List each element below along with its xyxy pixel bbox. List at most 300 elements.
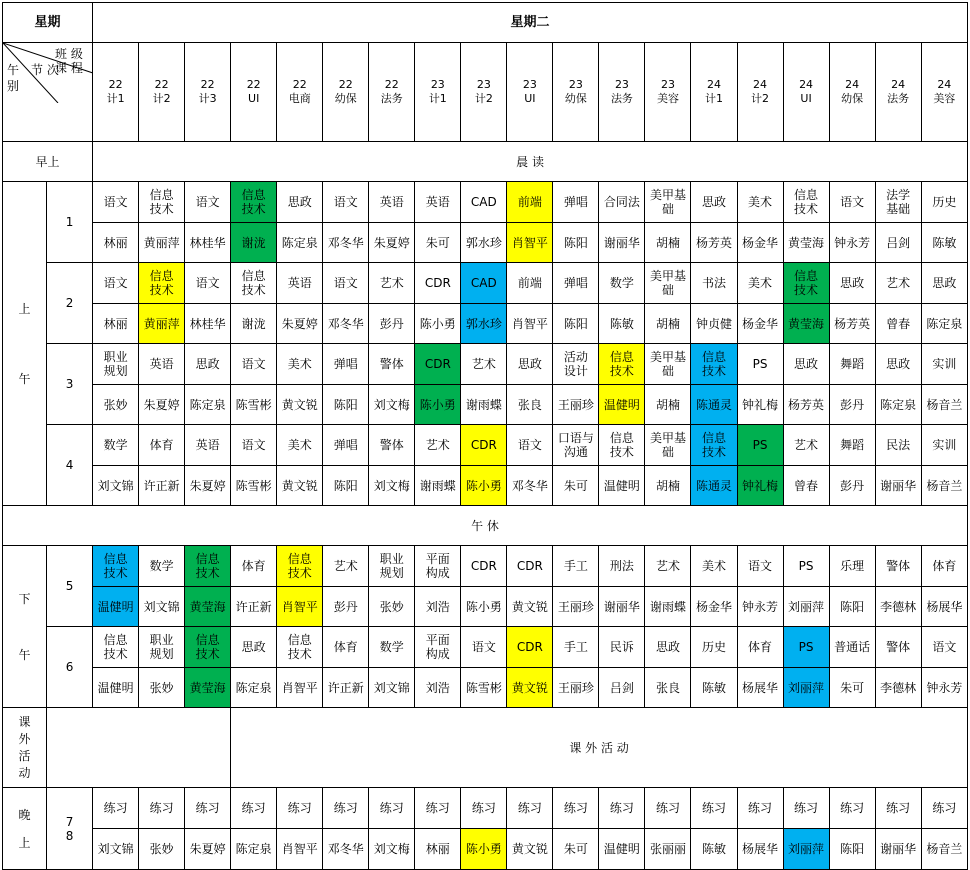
teacher-cell: 钟礼梅 [737, 466, 783, 506]
class-header-8: 23 计2 [461, 43, 507, 142]
course-cell: 前端 [507, 263, 553, 304]
teacher-cell: 谢丽华 [599, 587, 645, 627]
class-header-15: 24 UI [783, 43, 829, 142]
course-cell: 思政 [185, 344, 231, 385]
teacher-cell: 黄文锐 [277, 466, 323, 506]
course-cell: 英语 [415, 182, 461, 223]
teacher-cell: 杨音兰 [921, 466, 967, 506]
course-cell: 思政 [829, 263, 875, 304]
teacher-cell: 胡楠 [645, 304, 691, 344]
course-cell: 语文 [461, 627, 507, 668]
course-cell: 信息 技术 [93, 546, 139, 587]
class-header-3: 22 UI [231, 43, 277, 142]
course-cell: 练习 [93, 788, 139, 829]
teacher-cell: 邓冬华 [323, 829, 369, 870]
course-cell: 信息 技术 [139, 263, 185, 304]
course-cell: 思政 [691, 182, 737, 223]
course-cell: 警体 [369, 344, 415, 385]
course-cell: 英语 [185, 425, 231, 466]
class-header-18: 24 美容 [921, 43, 967, 142]
course-cell: 历史 [921, 182, 967, 223]
teacher-cell: 王丽珍 [553, 668, 599, 708]
class-header-0: 22 计1 [93, 43, 139, 142]
course-cell: 体育 [139, 425, 185, 466]
teacher-cell: 林丽 [93, 304, 139, 344]
course-cell: 舞蹈 [829, 425, 875, 466]
teacher-cell: 温健明 [93, 668, 139, 708]
course-cell: 美术 [737, 263, 783, 304]
teacher-cell: 杨展华 [737, 668, 783, 708]
teacher-cell: 许正新 [231, 587, 277, 627]
course-cell: 美术 [277, 344, 323, 385]
course-cell: 艺术 [415, 425, 461, 466]
teacher-cell: 郭水珍 [461, 223, 507, 263]
teacher-cell: 刘文锦 [369, 668, 415, 708]
teacher-cell: 郭水珍 [461, 304, 507, 344]
teacher-cell: 彭丹 [323, 587, 369, 627]
course-cell: CAD [461, 182, 507, 223]
class-header-9: 23 UI [507, 43, 553, 142]
afternoon-block [3, 546, 968, 708]
course-cell: 美术 [277, 425, 323, 466]
course-cell: 手工 [553, 627, 599, 668]
class-header-10: 23 幼保 [553, 43, 599, 142]
teacher-cell: 林桂华 [185, 304, 231, 344]
teacher-cell: 曾春 [875, 304, 921, 344]
teacher-cell: 杨金华 [691, 587, 737, 627]
course-cell: 体育 [231, 546, 277, 587]
teacher-cell: 陈通灵 [691, 466, 737, 506]
course-cell: 美甲基 础 [645, 344, 691, 385]
teacher-cell: 刘丽萍 [783, 829, 829, 870]
teacher-cell: 陈阳 [829, 587, 875, 627]
teacher-cell: 陈雪彬 [231, 466, 277, 506]
teacher-cell: 陈阳 [553, 304, 599, 344]
teacher-cell: 温健明 [599, 466, 645, 506]
course-cell: 信息 技术 [277, 546, 323, 587]
teacher-cell: 陈雪彬 [461, 668, 507, 708]
course-cell: 语文 [829, 182, 875, 223]
teacher-cell: 彭丹 [829, 385, 875, 425]
course-cell: 练习 [737, 788, 783, 829]
teacher-cell: 陈阳 [323, 466, 369, 506]
course-cell: 语文 [507, 425, 553, 466]
teacher-cell: 杨展华 [921, 587, 967, 627]
teacher-cell: 林桂华 [185, 223, 231, 263]
teacher-cell: 陈阳 [323, 385, 369, 425]
course-cell: 艺术 [323, 546, 369, 587]
activity-blank [47, 708, 231, 788]
teacher-cell: 陈定泉 [231, 829, 277, 870]
class-header-14: 24 计2 [737, 43, 783, 142]
evening-label: 晚 上 [3, 788, 47, 870]
course-cell: 思政 [783, 344, 829, 385]
course-cell: 思政 [645, 627, 691, 668]
activity-text: 课 外 活 动 [231, 708, 968, 788]
teacher-cell: 黄文锐 [277, 385, 323, 425]
teacher-cell: 刘丽萍 [783, 668, 829, 708]
morning-reading-label: 早上 [3, 142, 93, 182]
course-cell: 信息 技术 [783, 263, 829, 304]
teacher-cell: 刘文梅 [369, 466, 415, 506]
weekday-value: 星期二 [93, 3, 968, 43]
course-cell: 思政 [921, 263, 967, 304]
course-cell: 美术 [691, 546, 737, 587]
course-cell: 警体 [875, 546, 921, 587]
course-cell: 书法 [691, 263, 737, 304]
teacher-cell: 刘文锦 [93, 466, 139, 506]
course-cell: PS [783, 546, 829, 587]
teacher-cell: 谢泷 [231, 304, 277, 344]
teacher-cell: 吕剑 [875, 223, 921, 263]
teacher-cell: 朱夏婷 [185, 829, 231, 870]
course-cell: 信息 技术 [231, 182, 277, 223]
course-cell: CDR [415, 344, 461, 385]
teacher-cell: 钟礼梅 [737, 385, 783, 425]
course-cell: 练习 [691, 788, 737, 829]
course-cell: 语文 [323, 182, 369, 223]
teacher-cell: 刘文梅 [369, 385, 415, 425]
course-cell: 信息 技术 [691, 425, 737, 466]
teacher-cell: 许正新 [139, 466, 185, 506]
course-cell: 语文 [921, 627, 967, 668]
teacher-cell: 胡楠 [645, 385, 691, 425]
teacher-cell: 李德林 [875, 668, 921, 708]
teacher-cell: 林丽 [93, 223, 139, 263]
teacher-cell: 陈阳 [829, 829, 875, 870]
course-cell: 语文 [737, 546, 783, 587]
course-cell: 职业 规划 [93, 344, 139, 385]
course-cell: 民法 [875, 425, 921, 466]
activity-label: 课 外 活 动 [3, 708, 47, 788]
course-cell: 信息 技术 [231, 263, 277, 304]
course-cell: 语文 [231, 344, 277, 385]
period-number: 4 [47, 425, 93, 506]
class-header-11: 23 法务 [599, 43, 645, 142]
teacher-cell: 陈小勇 [415, 385, 461, 425]
period-number: 5 [47, 546, 93, 627]
course-cell: 法学 基础 [875, 182, 921, 223]
teacher-cell: 杨芳英 [783, 385, 829, 425]
course-cell: 体育 [737, 627, 783, 668]
course-cell: 练习 [829, 788, 875, 829]
teacher-cell: 陈定泉 [277, 223, 323, 263]
teacher-cell: 杨芳英 [691, 223, 737, 263]
teacher-cell: 张良 [507, 385, 553, 425]
course-cell: 数学 [139, 546, 185, 587]
teacher-cell: 林丽 [415, 829, 461, 870]
teacher-cell: 黄丽萍 [139, 223, 185, 263]
teacher-cell: 朱可 [829, 668, 875, 708]
class-header-2: 22 计3 [185, 43, 231, 142]
teacher-cell: 张良 [645, 668, 691, 708]
course-cell: 练习 [415, 788, 461, 829]
class-header-12: 23 美容 [645, 43, 691, 142]
teacher-cell: 朱夏婷 [185, 466, 231, 506]
corner-course-word: 课 程 [55, 61, 83, 75]
teacher-cell: 彭丹 [369, 304, 415, 344]
course-cell: 信息 技术 [599, 425, 645, 466]
teacher-cell: 肖智平 [277, 668, 323, 708]
course-cell: 活动 设计 [553, 344, 599, 385]
teacher-cell: 钟永芳 [737, 587, 783, 627]
course-cell: 美甲基 础 [645, 263, 691, 304]
weekday-label: 星期 [3, 3, 93, 43]
teacher-cell: 吕剑 [599, 668, 645, 708]
teacher-cell: 杨芳英 [829, 304, 875, 344]
teacher-cell: 张丽丽 [645, 829, 691, 870]
teacher-cell: 陈定泉 [185, 385, 231, 425]
corner-period-word: 节 次 [31, 63, 59, 77]
teacher-cell: 许正新 [323, 668, 369, 708]
course-cell: 练习 [323, 788, 369, 829]
teacher-cell: 钟贞健 [691, 304, 737, 344]
teacher-cell: 陈敏 [921, 223, 967, 263]
corner-class-word: 班 级 [55, 47, 83, 61]
course-cell: 信息 技术 [185, 546, 231, 587]
teacher-cell: 谢泷 [231, 223, 277, 263]
course-cell: 练习 [185, 788, 231, 829]
course-cell: 刑法 [599, 546, 645, 587]
teacher-cell: 朱夏婷 [277, 304, 323, 344]
course-cell: 美术 [737, 182, 783, 223]
course-cell: 数学 [599, 263, 645, 304]
course-cell: 英语 [139, 344, 185, 385]
course-cell: 艺术 [369, 263, 415, 304]
teacher-cell: 陈敏 [599, 304, 645, 344]
course-cell: 乐理 [829, 546, 875, 587]
course-cell: 体育 [921, 546, 967, 587]
teacher-cell: 黄莹海 [185, 668, 231, 708]
course-cell: 信息 技术 [185, 627, 231, 668]
course-cell: 语文 [185, 263, 231, 304]
course-cell: 思政 [231, 627, 277, 668]
teacher-cell: 黄文锐 [507, 668, 553, 708]
teacher-cell: 李德林 [875, 587, 921, 627]
teacher-cell: 陈敏 [691, 829, 737, 870]
teacher-cell: 刘文锦 [139, 587, 185, 627]
teacher-cell: 肖智平 [507, 304, 553, 344]
course-cell: 练习 [507, 788, 553, 829]
course-cell: 信息 技术 [599, 344, 645, 385]
teacher-cell: 曾春 [783, 466, 829, 506]
course-cell: 体育 [323, 627, 369, 668]
course-cell: 数学 [93, 425, 139, 466]
course-cell: 普通话 [829, 627, 875, 668]
course-cell: 艺术 [875, 263, 921, 304]
teacher-cell: 张妙 [139, 829, 185, 870]
course-cell: 练习 [645, 788, 691, 829]
teacher-cell: 彭丹 [829, 466, 875, 506]
course-cell: 思政 [875, 344, 921, 385]
course-cell: 民诉 [599, 627, 645, 668]
course-cell: 练习 [553, 788, 599, 829]
teacher-cell: 邓冬华 [323, 304, 369, 344]
course-cell: 语文 [185, 182, 231, 223]
course-cell: 语文 [93, 263, 139, 304]
teacher-cell: 钟永芳 [829, 223, 875, 263]
teacher-cell: 刘浩 [415, 668, 461, 708]
teacher-cell: 陈小勇 [461, 466, 507, 506]
teacher-cell: 黄莹海 [783, 304, 829, 344]
teacher-cell: 杨音兰 [921, 829, 967, 870]
teacher-cell: 黄文锐 [507, 587, 553, 627]
teacher-cell: 杨音兰 [921, 385, 967, 425]
noon-break-text: 午 休 [3, 506, 968, 546]
course-cell: 平面 构成 [415, 546, 461, 587]
teacher-cell: 黄丽萍 [139, 304, 185, 344]
teacher-cell: 刘文梅 [369, 829, 415, 870]
teacher-cell: 黄莹海 [185, 587, 231, 627]
teacher-cell: 温健明 [93, 587, 139, 627]
course-cell: 信息 技术 [93, 627, 139, 668]
course-cell: 警体 [369, 425, 415, 466]
teacher-cell: 陈阳 [553, 223, 599, 263]
course-cell: 练习 [783, 788, 829, 829]
teacher-cell: 杨金华 [737, 304, 783, 344]
teacher-cell: 谢丽华 [875, 466, 921, 506]
teacher-cell: 黄莹海 [783, 223, 829, 263]
teacher-cell: 朱夏婷 [139, 385, 185, 425]
course-cell: 平面 构成 [415, 627, 461, 668]
class-header-13: 24 计1 [691, 43, 737, 142]
forenoon-block [3, 182, 968, 506]
teacher-cell: 张妙 [139, 668, 185, 708]
teacher-cell: 杨展华 [737, 829, 783, 870]
corner-noon-word: 午 [7, 63, 20, 77]
class-header-17: 24 法务 [875, 43, 921, 142]
course-cell: 思政 [277, 182, 323, 223]
teacher-cell: 朱可 [415, 223, 461, 263]
teacher-cell: 刘丽萍 [783, 587, 829, 627]
teacher-cell: 陈定泉 [921, 304, 967, 344]
course-cell: CDR [507, 627, 553, 668]
course-cell: 口语与 沟通 [553, 425, 599, 466]
course-cell: 艺术 [783, 425, 829, 466]
class-header-5: 22 幼保 [323, 43, 369, 142]
teacher-cell: 陈小勇 [461, 587, 507, 627]
teacher-cell: 邓冬华 [323, 223, 369, 263]
timetable [2, 2, 968, 870]
course-cell: 弹唱 [323, 344, 369, 385]
course-cell: 合同法 [599, 182, 645, 223]
teacher-cell: 谢雨蝶 [461, 385, 507, 425]
teacher-cell: 王丽珍 [553, 587, 599, 627]
teacher-cell: 谢雨蝶 [415, 466, 461, 506]
teacher-cell: 陈雪彬 [231, 385, 277, 425]
course-cell: 英语 [277, 263, 323, 304]
period-number: 2 [47, 263, 93, 344]
course-cell: CDR [507, 546, 553, 587]
evening-block [3, 788, 968, 870]
period-number: 6 [47, 627, 93, 708]
course-cell: CDR [415, 263, 461, 304]
teacher-cell: 胡楠 [645, 466, 691, 506]
teacher-cell: 杨金华 [737, 223, 783, 263]
teacher-cell: 朱可 [553, 466, 599, 506]
teacher-cell: 陈定泉 [875, 385, 921, 425]
course-cell: 英语 [369, 182, 415, 223]
course-cell: 艺术 [645, 546, 691, 587]
teacher-cell: 刘文锦 [93, 829, 139, 870]
course-cell: 弹唱 [553, 182, 599, 223]
class-header-16: 24 幼保 [829, 43, 875, 142]
teacher-cell: 刘浩 [415, 587, 461, 627]
class-header-1: 22 计2 [139, 43, 185, 142]
teacher-cell: 肖智平 [277, 587, 323, 627]
course-cell: 练习 [599, 788, 645, 829]
teacher-cell: 胡楠 [645, 223, 691, 263]
class-header-6: 22 法务 [369, 43, 415, 142]
class-header-7: 23 计1 [415, 43, 461, 142]
course-cell: 艺术 [461, 344, 507, 385]
course-cell: 练习 [875, 788, 921, 829]
course-cell: 历史 [691, 627, 737, 668]
teacher-cell: 陈通灵 [691, 385, 737, 425]
period-number: 3 [47, 344, 93, 425]
course-cell: 练习 [277, 788, 323, 829]
teacher-cell: 陈小勇 [461, 829, 507, 870]
teacher-cell: 张妙 [93, 385, 139, 425]
course-cell: 实训 [921, 425, 967, 466]
teacher-cell: 朱可 [553, 829, 599, 870]
course-cell: 职业 规划 [369, 546, 415, 587]
course-cell: 语文 [323, 263, 369, 304]
course-cell: 手工 [553, 546, 599, 587]
teacher-cell: 温健明 [599, 385, 645, 425]
course-cell: 舞蹈 [829, 344, 875, 385]
course-cell: 信息 技术 [277, 627, 323, 668]
course-cell: 语文 [93, 182, 139, 223]
teacher-cell: 肖智平 [507, 223, 553, 263]
teacher-cell: 陈敏 [691, 668, 737, 708]
course-cell: 信息 技术 [783, 182, 829, 223]
course-cell: 语文 [231, 425, 277, 466]
course-cell: 信息 技术 [691, 344, 737, 385]
teacher-cell: 温健明 [599, 829, 645, 870]
course-cell: PS [783, 627, 829, 668]
course-cell: 职业 规划 [139, 627, 185, 668]
teacher-cell: 王丽珍 [553, 385, 599, 425]
course-cell: 美甲基 础 [645, 182, 691, 223]
period-number: 1 [47, 182, 93, 263]
teacher-cell: 朱夏婷 [369, 223, 415, 263]
course-cell: 前端 [507, 182, 553, 223]
course-cell: 信息 技术 [139, 182, 185, 223]
teacher-cell: 陈定泉 [231, 668, 277, 708]
course-cell: 美甲基 础 [645, 425, 691, 466]
teacher-cell: 邓冬华 [507, 466, 553, 506]
teacher-cell: 肖智平 [277, 829, 323, 870]
teacher-cell: 谢丽华 [875, 829, 921, 870]
course-cell: 练习 [231, 788, 277, 829]
course-cell: 警体 [875, 627, 921, 668]
course-cell: CDR [461, 546, 507, 587]
course-cell: 练习 [921, 788, 967, 829]
course-cell: PS [737, 425, 783, 466]
teacher-cell: 张妙 [369, 587, 415, 627]
course-cell: 弹唱 [323, 425, 369, 466]
course-cell: 思政 [507, 344, 553, 385]
corner-other-word: 别 [7, 79, 20, 93]
course-cell: PS [737, 344, 783, 385]
teacher-cell: 钟永芳 [921, 668, 967, 708]
course-cell: 练习 [461, 788, 507, 829]
course-cell: 数学 [369, 627, 415, 668]
teacher-cell: 黄文锐 [507, 829, 553, 870]
morning-reading-text: 晨 读 [93, 142, 968, 182]
teacher-cell: 谢丽华 [599, 223, 645, 263]
